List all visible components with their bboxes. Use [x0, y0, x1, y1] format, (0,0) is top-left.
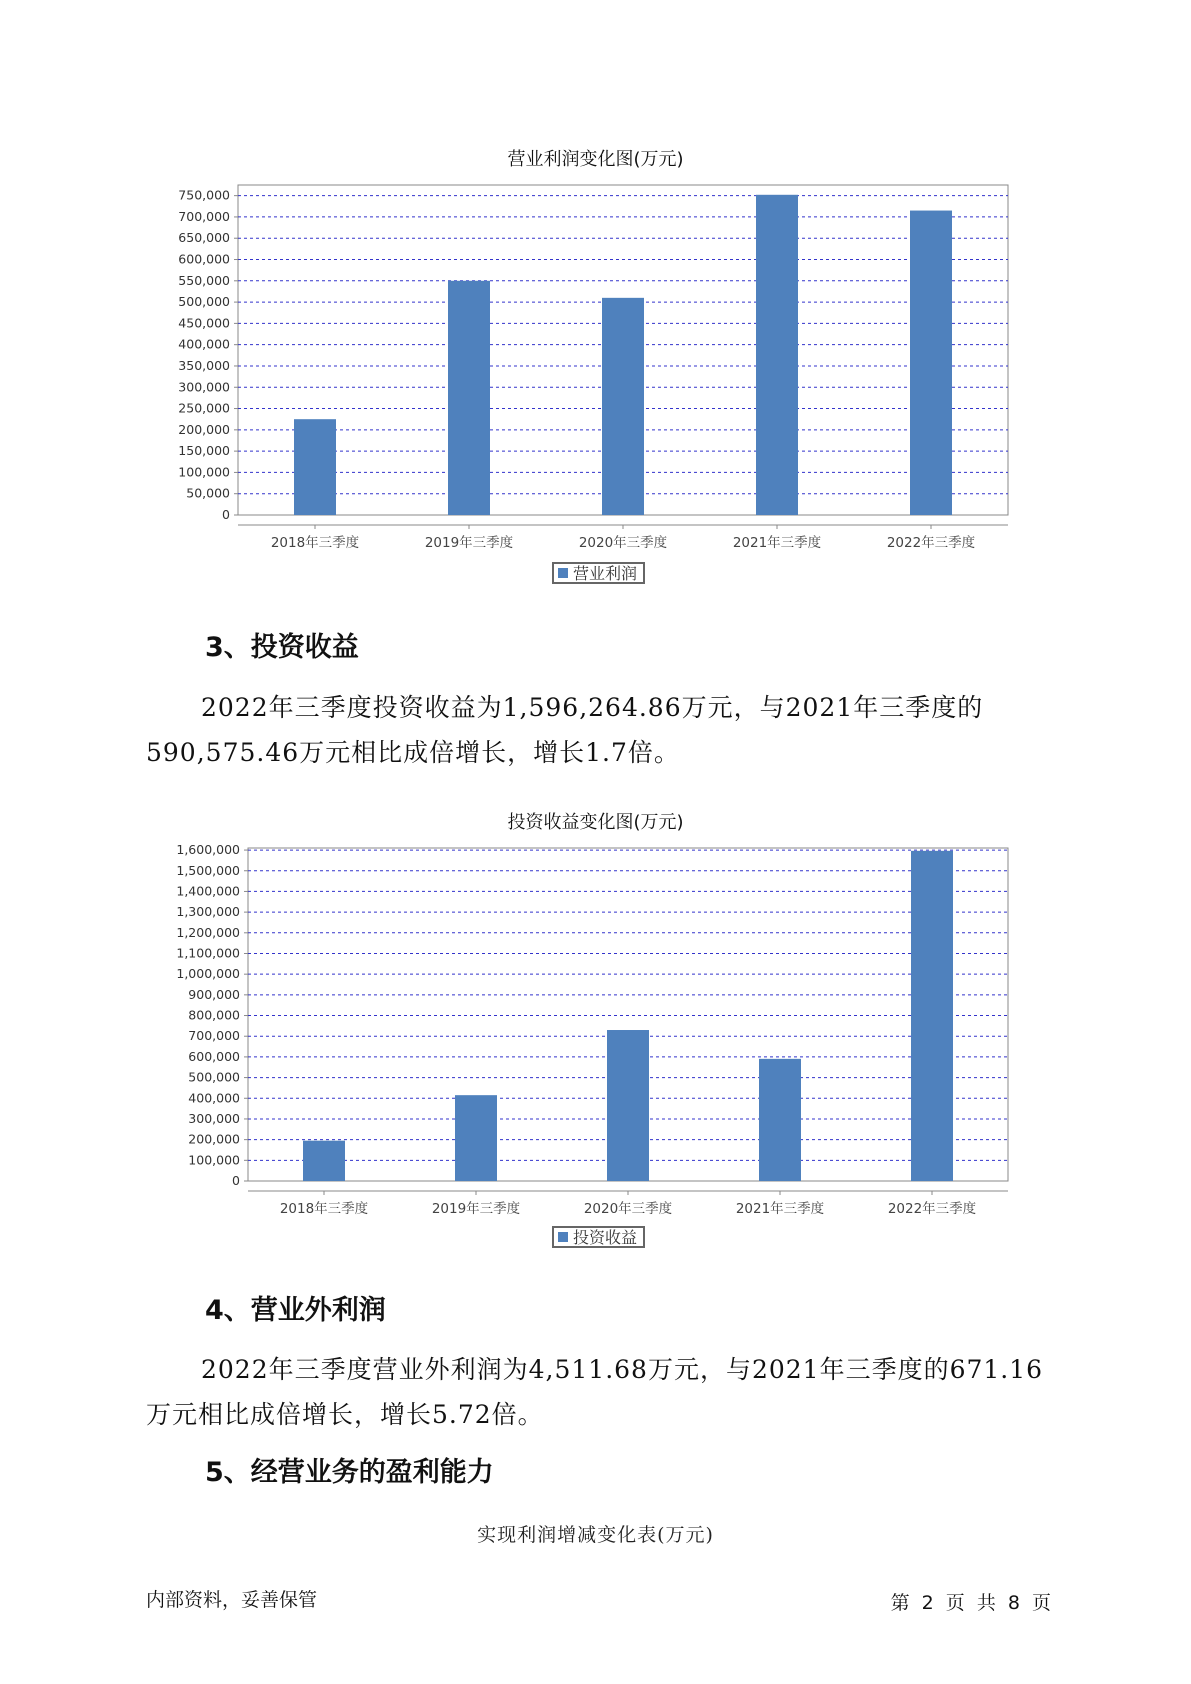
non-operating-profit-paragraph: [146, 1347, 1046, 1437]
bar: [303, 1141, 345, 1181]
y-tick-label: 500,000: [188, 1069, 240, 1085]
x-tick-label: 2021年三季度: [732, 535, 822, 551]
y-tick-label: 550,000: [178, 272, 230, 288]
y-tick-label: 1,300,000: [176, 904, 240, 920]
x-tick-label: 2021年三季度: [735, 1201, 825, 1217]
y-tick-label: 1,200,000: [176, 924, 240, 940]
y-tick-label: 1,400,000: [176, 883, 240, 899]
y-tick-label: 500,000: [178, 294, 230, 310]
section-heading-operating-profitability: 5、经营业务的盈利能力: [205, 1457, 494, 1488]
x-tick-label: 2018年三季度: [270, 535, 360, 551]
x-tick-label: 2022年三季度: [886, 535, 976, 551]
paragraph-line: 2022年三季度营业外利润为4,511.68万元，与2021年三季度的671.16: [201, 1355, 1044, 1384]
legend-swatch: [558, 1232, 568, 1242]
chart2-legend-label: 投资收益: [573, 1228, 638, 1247]
footer-confidential-note: 内部资料，妥善保管: [146, 1589, 318, 1611]
y-tick-label: 250,000: [178, 400, 230, 416]
bar: [607, 1030, 649, 1181]
section-heading-non-operating-profit: 4、营业外利润: [205, 1295, 386, 1326]
y-tick-label: 600,000: [178, 251, 230, 267]
y-tick-label: 1,600,000: [176, 845, 240, 858]
chart2-legend: [552, 1226, 645, 1248]
paragraph-line: 万元相比成倍增长，增长5.72倍。: [146, 1400, 544, 1429]
y-tick-label: 400,000: [188, 1090, 240, 1106]
bar: [602, 298, 644, 515]
y-tick-label: 150,000: [178, 443, 230, 459]
y-tick-label: 100,000: [178, 464, 230, 480]
bar: [455, 1095, 497, 1181]
x-tick-label: 2022年三季度: [887, 1201, 977, 1217]
y-tick-label: 350,000: [178, 357, 230, 373]
chart1-legend: [552, 562, 645, 584]
y-tick-label: 100,000: [188, 1152, 240, 1168]
y-tick-label: 300,000: [188, 1110, 240, 1126]
bar: [294, 419, 336, 515]
paragraph-line: 2022年三季度投资收益为1,596,264.86万元，与2021年三季度的: [201, 693, 984, 722]
y-tick-label: 200,000: [178, 421, 230, 437]
bar: [911, 851, 953, 1181]
investment-income-chart: [0, 845, 1191, 1245]
y-tick-label: 50,000: [186, 485, 230, 501]
y-tick-label: 900,000: [188, 986, 240, 1002]
y-tick-label: 0: [232, 1173, 240, 1188]
chart1-legend-label: 营业利润: [573, 564, 638, 583]
footer-page-number: 第 2 页 共 8 页: [890, 1592, 1051, 1614]
x-tick-label: 2019年三季度: [424, 535, 514, 551]
bar: [448, 281, 490, 515]
chart2-title: 投资收益变化图(万元): [507, 812, 684, 833]
y-tick-label: 650,000: [178, 230, 230, 246]
y-tick-label: 600,000: [188, 1048, 240, 1064]
bar: [756, 195, 798, 515]
y-tick-label: 750,000: [178, 187, 230, 203]
y-tick-label: 800,000: [188, 1007, 240, 1023]
investment-income-paragraph: [146, 685, 1046, 775]
y-tick-label: 450,000: [178, 315, 230, 331]
bar: [910, 211, 952, 515]
x-tick-label: 2020年三季度: [578, 535, 668, 551]
y-tick-label: 400,000: [178, 336, 230, 352]
chart1-title: 营业利润变化图(万元): [507, 149, 684, 170]
y-tick-label: 300,000: [178, 379, 230, 395]
y-tick-label: 700,000: [188, 1028, 240, 1044]
y-tick-label: 1,000,000: [176, 966, 240, 982]
operating-profit-chart: [0, 180, 1191, 580]
y-tick-label: 200,000: [188, 1131, 240, 1147]
x-tick-label: 2018年三季度: [279, 1201, 369, 1217]
y-tick-label: 700,000: [178, 208, 230, 224]
y-tick-label: 0: [222, 507, 230, 522]
table-caption: 实现利润增减变化表(万元): [477, 1524, 714, 1546]
paragraph-line: 590,575.46万元相比成倍增长，增长1.7倍。: [146, 738, 680, 767]
legend-swatch: [558, 568, 568, 578]
x-tick-label: 2020年三季度: [583, 1201, 673, 1217]
y-tick-label: 1,100,000: [176, 945, 240, 961]
x-tick-label: 2019年三季度: [431, 1201, 521, 1217]
bar: [759, 1059, 801, 1181]
y-tick-label: 1,500,000: [176, 862, 240, 878]
section-heading-investment-income: 3、投资收益: [205, 632, 359, 663]
